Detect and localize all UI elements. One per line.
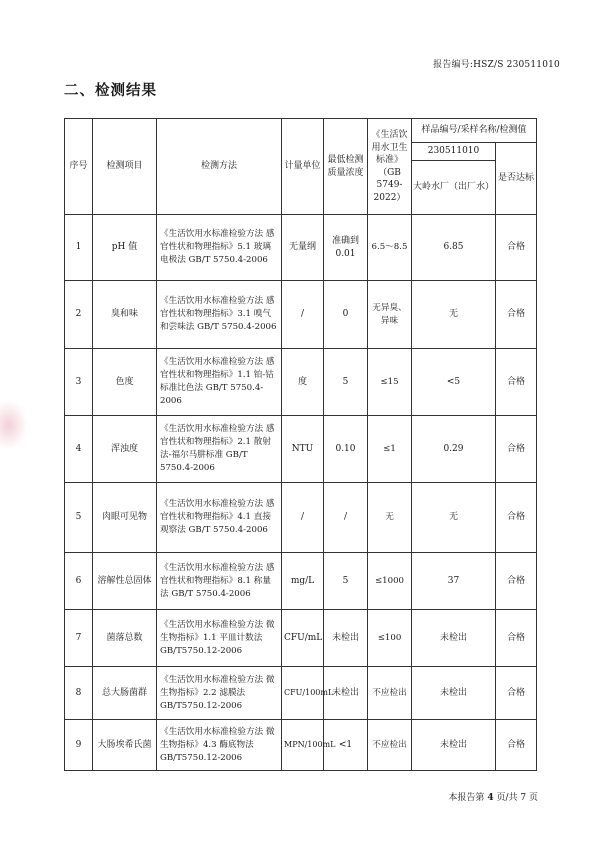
table-row	[65, 349, 537, 416]
cell-limit: <1	[324, 720, 368, 771]
cell-seq: 5	[65, 483, 93, 553]
cell-item: 总大肠菌群	[93, 667, 157, 720]
cell-limit: 未检出	[324, 667, 368, 720]
cell-unit: /	[282, 483, 324, 553]
cell-item: 大肠埃希氏菌	[93, 720, 157, 771]
header-standard: 《生活饮用水卫生标准》（GB 5749-2022）	[368, 119, 412, 215]
footer-middle: 页/共	[496, 793, 518, 803]
table-row	[65, 610, 537, 667]
cell-method: 《生活饮用水标准检验方法 感官性状和物理指标》8.1 称量法 GB/T 5750.4-2006	[157, 553, 282, 610]
cell-standard: ≤100	[368, 610, 412, 667]
cell-limit: 准确到0.01	[324, 215, 368, 281]
cell-item: 溶解性总固体	[93, 553, 157, 610]
cell-value: 未检出	[412, 667, 496, 720]
cell-standard: 无异臭、异味	[368, 281, 412, 349]
cell-method: 《生活饮用水标准检验方法 感官性状和物理指标》3.1 嗅气和尝味法 GB/T 5750.4-2006	[157, 281, 282, 349]
page-footer	[360, 790, 538, 803]
header-seq: 序号	[65, 119, 93, 215]
cell-limit: 0.10	[324, 416, 368, 483]
cell-pass: 合格	[496, 667, 537, 720]
footer-suffix: 页	[528, 793, 538, 803]
cell-standard: ≤1000	[368, 553, 412, 610]
header-row	[65, 119, 537, 143]
header-sample-group: 样品编号/采样名称/检测值	[412, 119, 537, 143]
cell-seq: 6	[65, 553, 93, 610]
cell-unit: 度	[282, 349, 324, 416]
cell-standard: ≤1	[368, 416, 412, 483]
cell-unit: 无量纲	[282, 215, 324, 281]
table-row	[65, 667, 537, 720]
footer-page-number: 4	[487, 793, 494, 803]
cell-limit: 5	[324, 349, 368, 416]
cell-standard: 无	[368, 483, 412, 553]
cell-seq: 4	[65, 416, 93, 483]
cell-method: 《生活饮用水标准检验方法 微生物指标》1.1 平皿计数法 GB/T5750.12-2006	[157, 610, 282, 667]
cell-unit: mg/L	[282, 553, 324, 610]
cell-unit: CFU/mL	[282, 610, 324, 667]
cell-seq: 9	[65, 720, 93, 771]
header-method: 检测方法	[157, 119, 282, 215]
cell-item: pH 值	[93, 215, 157, 281]
cell-pass: 合格	[496, 349, 537, 416]
table-row	[65, 720, 537, 771]
cell-item: 菌落总数	[93, 610, 157, 667]
cell-value: 6.85	[412, 215, 496, 281]
cell-item: 肉眼可见物	[93, 483, 157, 553]
header-limit: 最低检测质量浓度	[324, 119, 368, 215]
cell-standard: 不应检出	[368, 720, 412, 771]
cell-limit: 0	[324, 281, 368, 349]
cell-value: 无	[412, 281, 496, 349]
cell-method: 《生活饮用水标准检验方法 感官性状和物理指标》1.1 铂-钴标准比色法 GB/T 5750.4-2006	[157, 349, 282, 416]
cell-value: 37	[412, 553, 496, 610]
cell-method: 《生活饮用水标准检验方法 微生物指标》2.2 滤膜法 GB/T5750.12-2006	[157, 667, 282, 720]
header-item: 检测项目	[93, 119, 157, 215]
header-sample-no: 230511010	[412, 143, 496, 161]
cell-unit: CFU/100mL	[282, 667, 324, 720]
cell-seq: 2	[65, 281, 93, 349]
cell-seq: 1	[65, 215, 93, 281]
cell-seq: 8	[65, 667, 93, 720]
footer-total-pages: 7	[520, 793, 527, 803]
footer-prefix: 本报告第	[448, 793, 485, 803]
cell-value: 未检出	[412, 610, 496, 667]
cell-unit: NTU	[282, 416, 324, 483]
table-row	[65, 281, 537, 349]
cell-value: 无	[412, 483, 496, 553]
header-pass: 是否达标	[496, 143, 537, 215]
cell-standard: 6.5～8.5	[368, 215, 412, 281]
cell-limit: 未检出	[324, 610, 368, 667]
cell-pass: 合格	[496, 215, 537, 281]
cell-pass: 合格	[496, 483, 537, 553]
cell-item: 色度	[93, 349, 157, 416]
cell-pass: 合格	[496, 416, 537, 483]
results-table	[64, 118, 537, 771]
cell-seq: 3	[65, 349, 93, 416]
cell-method: 《生活饮用水标准检验方法 感官性状和物理指标》2.1 散射法-福尔马肼标准 GB/T 5750.4-2006	[157, 416, 282, 483]
cell-seq: 7	[65, 610, 93, 667]
table-row	[65, 553, 537, 610]
cell-item: 浑浊度	[93, 416, 157, 483]
cell-pass: 合格	[496, 281, 537, 349]
header-sample-name: 大岭水厂（出厂水）	[412, 161, 496, 215]
cell-pass: 合格	[496, 720, 537, 771]
cell-unit: MPN/100mL	[282, 720, 324, 771]
table-row	[65, 483, 537, 553]
cell-method: 《生活饮用水标准检验方法 感官性状和物理指标》4.1 直接观察法 GB/T 5750.4-2006	[157, 483, 282, 553]
cell-limit: /	[324, 483, 368, 553]
cell-standard: 不应检出	[368, 667, 412, 720]
cell-item: 臭和味	[93, 281, 157, 349]
cell-value: 未检出	[412, 720, 496, 771]
cell-limit: 5	[324, 553, 368, 610]
cell-value: <5	[412, 349, 496, 416]
cell-pass: 合格	[496, 553, 537, 610]
cell-standard: ≤15	[368, 349, 412, 416]
cell-unit: /	[282, 281, 324, 349]
cell-value: 0.29	[412, 416, 496, 483]
cell-method: 《生活饮用水标准检验方法 微生物指标》4.3 酶底物法 GB/T5750.12-2006	[157, 720, 282, 771]
header-unit: 计量单位	[282, 119, 324, 215]
cell-method: 《生活饮用水标准检验方法 感官性状和物理指标》5.1 玻璃电极法 GB/T 5750.4-2006	[157, 215, 282, 281]
paper-stain	[0, 400, 28, 450]
report-number: 报告编号:HSZ/S 230511010	[433, 60, 560, 70]
section-title: 二、检测结果	[64, 83, 157, 99]
table-row	[65, 215, 537, 281]
cell-pass: 合格	[496, 610, 537, 667]
table-row	[65, 416, 537, 483]
